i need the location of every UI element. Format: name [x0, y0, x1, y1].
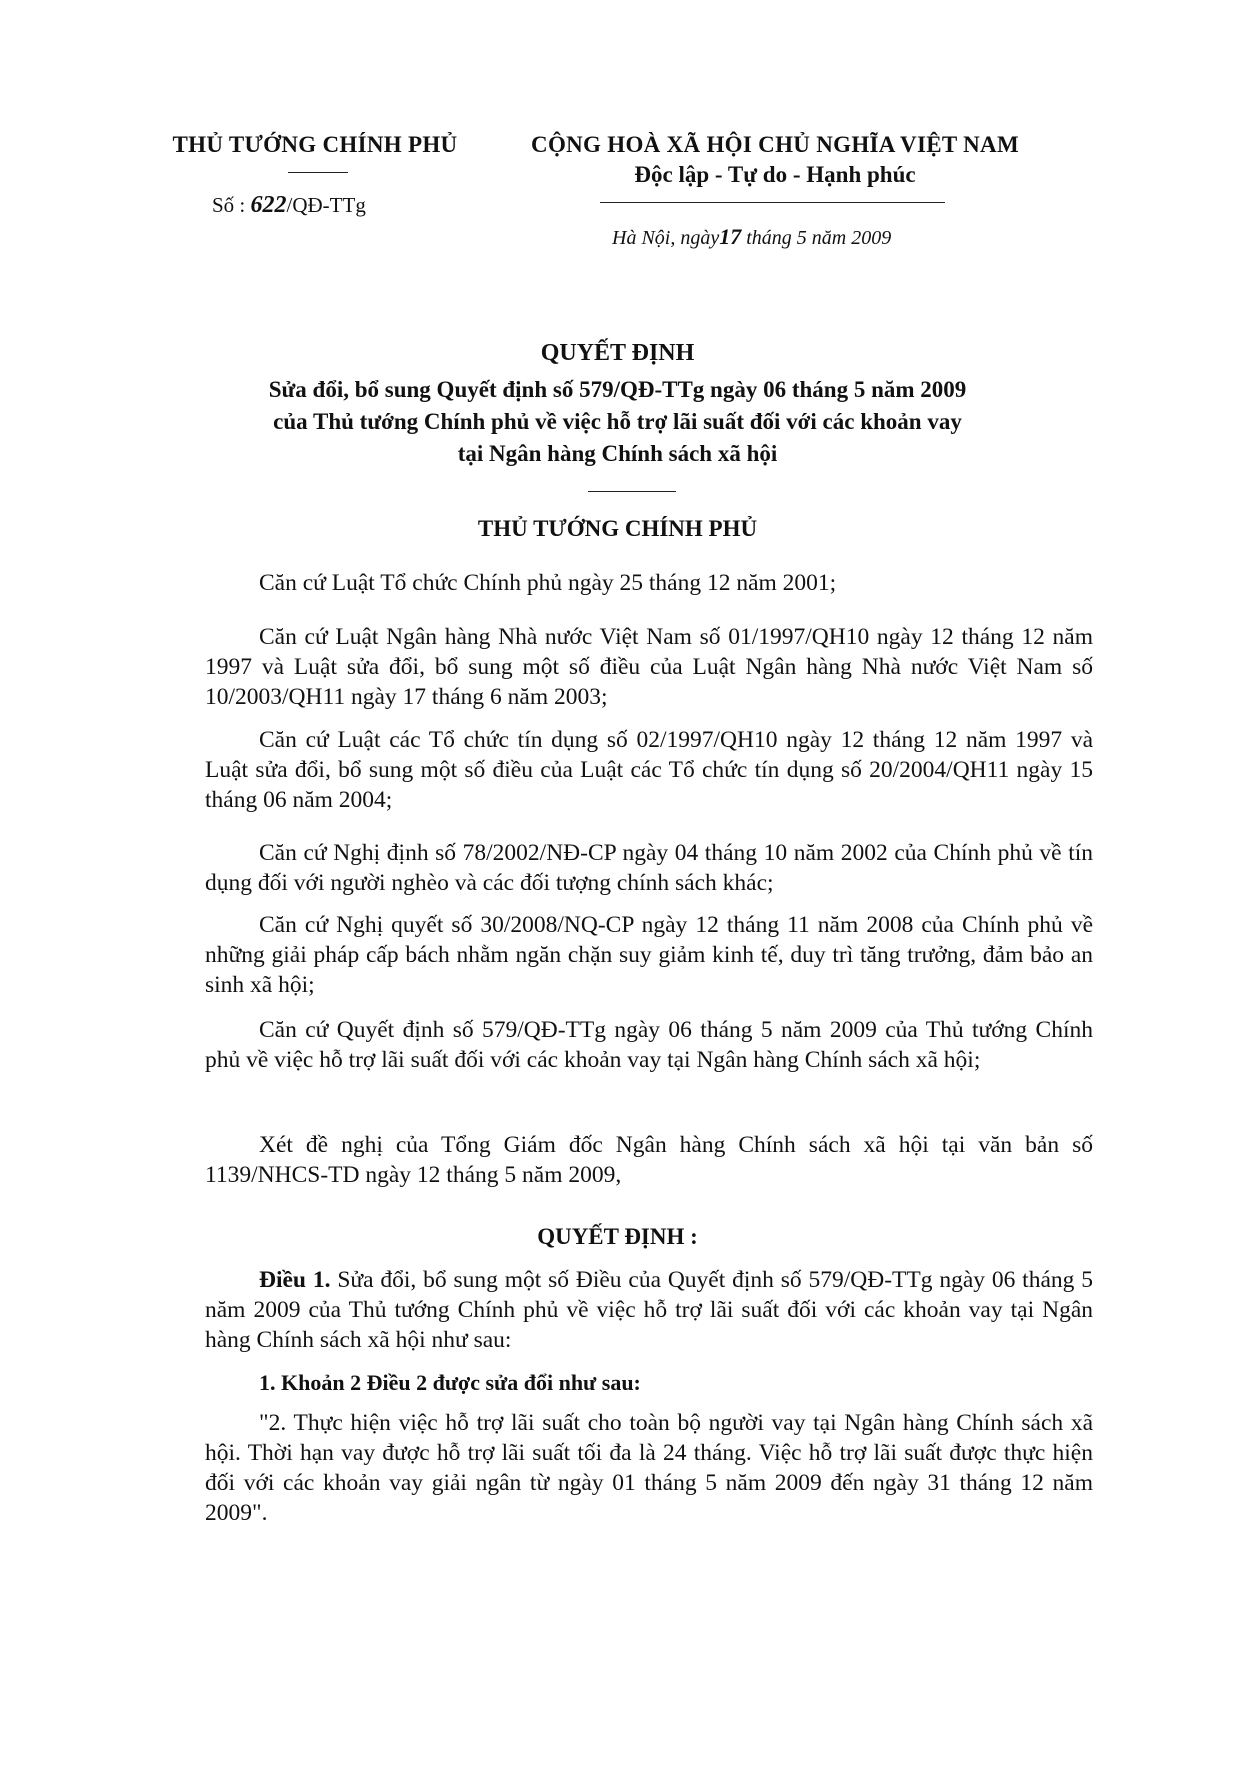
document-title: QUYẾT ĐỊNH	[540, 340, 695, 366]
number-handwritten: 622	[250, 192, 287, 218]
preamble-paragraph: Căn cứ Nghị quyết số 30/2008/NQ-CP ngày 12 tháng 11 năm 2008 của Chính phủ về những giải pháp cấp bách nhằm ngăn chặn suy giảm kinh tế, duy trì tăng trưởng, đảm bảo an sinh xã hội;	[205, 912, 1093, 998]
date-day-handwritten: 17	[719, 224, 742, 249]
subject-line: của Thủ tướng Chính phủ về việc hỗ trợ lãi suất đối với các khoản vay	[273, 409, 962, 434]
subject-line: tại Ngân hàng Chính sách xã hội	[457, 441, 778, 466]
issuing-authority: THỦ TƯỚNG CHÍNH PHỦ	[477, 516, 758, 541]
motto-underline	[600, 202, 945, 203]
preamble-paragraph: Căn cứ Luật Tổ chức Chính phủ ngày 25 tháng 12 năm 2001;	[259, 570, 837, 596]
article-label: Điều 1.	[259, 1267, 331, 1293]
preamble-paragraph: Căn cứ Nghị định số 78/2002/NĐ-CP ngày 04 tháng 10 năm 2002 của Chính phủ về tín dụng đối với người nghèo và các đối tượng chính sách khác;	[205, 840, 1093, 896]
date-prefix: Hà Nội, ngày	[612, 227, 720, 249]
preamble-paragraph: Căn cứ Quyết định số 579/QĐ-TTg ngày 06 tháng 5 năm 2009 của Thủ tướng Chính phủ về việc hỗ trợ lãi suất đối với các khoản vay tại Ngân hàng Chính sách xã hội;	[205, 1017, 1093, 1073]
issuer-underline	[288, 172, 348, 173]
date-suffix: tháng 5 năm 2009	[746, 227, 892, 249]
number-prefix: Số :	[212, 193, 246, 217]
preamble-paragraph: Căn cứ Luật các Tổ chức tín dụng số 02/1997/QH10 ngày 12 tháng 12 năm 1997 và Luật sửa đổi, bổ sung một số điều của Luật các Tổ chức tín dụng số 20/2004/QH11 ngày 15 tháng 06 năm 2004;	[205, 727, 1093, 813]
decision-heading: QUYẾT ĐỊNH :	[537, 1224, 698, 1249]
article-1	[205, 1265, 1093, 1355]
issue-date	[612, 224, 891, 250]
number-suffix: /QĐ-TTg	[286, 193, 366, 217]
national-motto: Độc lập - Tự do - Hạnh phúc	[634, 162, 916, 187]
subject-line: Sửa đổi, bổ sung Quyết định số 579/QĐ-TTg ngày 06 tháng 5 năm 2009	[268, 377, 967, 402]
clause-heading: 1. Khoản 2 Điều 2 được sửa đổi như sau:	[259, 1370, 641, 1395]
issuer-name: THỦ TƯỚNG CHÍNH PHỦ	[172, 132, 458, 157]
article-text: Sửa đổi, bổ sung một số Điều của Quyết định số 579/QĐ-TTg ngày 06 tháng 5 năm 2009 của Thủ tướng Chính phủ về việc hỗ trợ lãi suất đối với các khoản vay tại Ngân hàng Chính sách xã hội như sau:	[205, 1267, 1093, 1353]
title-divider	[588, 491, 676, 492]
preamble-paragraph: Xét đề nghị của Tổng Giám đốc Ngân hàng Chính sách xã hội tại văn bản số 1139/NHCS-TD ngày 12 tháng 5 năm 2009,	[205, 1132, 1093, 1188]
document-subject	[180, 374, 1055, 470]
document-number	[212, 192, 366, 219]
clause-text: "2. Thực hiện việc hỗ trợ lãi suất cho toàn bộ người vay tại Ngân hàng Chính sách xã hội. Thời hạn vay được hỗ trợ lãi suất tối đa là 24 tháng. Việc hỗ trợ lãi suất được thực hiện đối với các khoản vay giải ngân từ ngày 01 tháng 5 năm 2009 đến ngày 31 tháng 12 năm 2009".	[205, 1410, 1093, 1526]
country-name: CỘNG HOÀ XÃ HỘI CHỦ NGHĨA VIỆT NAM	[531, 132, 1019, 157]
preamble-paragraph: Căn cứ Luật Ngân hàng Nhà nước Việt Nam số 01/1997/QH10 ngày 12 tháng 12 năm 1997 và Luật sửa đổi, bổ sung một số điều của Luật Ngân hàng Nhà nước Việt Nam số 10/2003/QH11 ngày 17 tháng 6 năm 2003;	[205, 624, 1093, 710]
